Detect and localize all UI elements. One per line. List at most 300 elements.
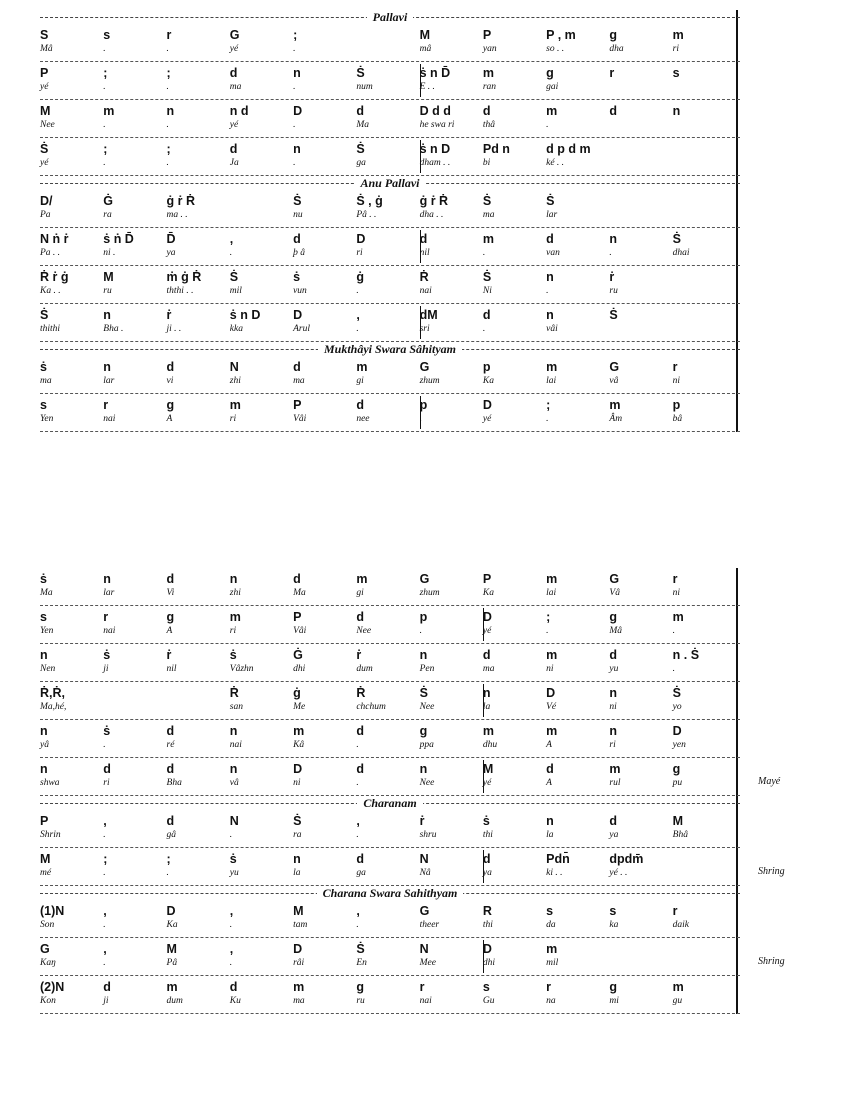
- swara-note: m: [103, 104, 115, 118]
- sahitya-syllable: yé: [482, 414, 492, 424]
- sahitya-syllable: san: [229, 702, 243, 712]
- swara-note: n: [672, 104, 681, 118]
- sahitya-line: [40, 375, 736, 387]
- sahitya-syllable: E . .: [419, 82, 435, 92]
- swara-note: G: [40, 942, 50, 956]
- sahitya-syllable: Pâ . .: [356, 210, 377, 220]
- swara-note: ,: [229, 232, 234, 246]
- sahitya-syllable: ri: [356, 248, 363, 258]
- sahitya-syllable: yan: [482, 44, 497, 54]
- sahitya-syllable: dhi: [482, 958, 495, 968]
- swara-line: [40, 398, 736, 412]
- sahitya-syllable: .: [482, 248, 486, 258]
- swara-note: n: [103, 308, 111, 322]
- sahitya-syllable: [609, 81, 672, 93]
- sahitya-syllable: A: [546, 740, 552, 750]
- notation-line: [40, 568, 740, 606]
- swara-note: m: [546, 724, 558, 738]
- swara-note: M: [672, 814, 684, 828]
- sahitya-syllable: vun: [293, 286, 307, 296]
- swara-note: n: [293, 852, 301, 866]
- swara-note: ṡ n D̄: [419, 66, 451, 80]
- swara-note: n: [229, 572, 238, 586]
- sahitya-syllable: yâ: [40, 740, 49, 750]
- swara-note: P: [482, 28, 492, 42]
- sahitya-syllable: dhu: [482, 740, 498, 750]
- swara-note: Ṡ: [293, 814, 302, 828]
- swara-note: s: [482, 980, 490, 994]
- sahitya-syllable: Vâzhn: [229, 664, 254, 674]
- swara-note: d: [609, 648, 618, 662]
- sahitya-syllable: [673, 209, 736, 221]
- sahitya-syllable: ri: [229, 626, 237, 636]
- sahitya-syllable: yé: [40, 82, 49, 92]
- sahitya-syllable: .: [103, 958, 106, 968]
- swara-note: ,: [356, 814, 360, 828]
- sahitya-syllable: thâ: [482, 120, 495, 130]
- swara-note: d: [229, 142, 238, 156]
- swara-line: [40, 28, 736, 42]
- sahitya-syllable: lar: [546, 210, 558, 220]
- sahitya-syllable: Arul: [293, 324, 310, 334]
- swara-note: ġ: [293, 686, 301, 700]
- swara-note: ṙ: [166, 308, 172, 322]
- sahitya-syllable: shru: [419, 830, 437, 840]
- swara-note: ,: [103, 814, 107, 828]
- sahitya-syllable: .: [356, 740, 359, 750]
- section-title-wrap: [40, 176, 740, 190]
- swara-note: m: [546, 648, 558, 662]
- sahitya-syllable: ma: [229, 82, 242, 92]
- sahitya-syllable: ya: [482, 868, 492, 878]
- sahitya-line: [40, 285, 736, 297]
- swara-note: m: [546, 360, 558, 374]
- sahitya-syllable: dha . .: [419, 210, 444, 220]
- swara-note: [673, 142, 736, 156]
- sahitya-syllable: na: [546, 996, 556, 1006]
- sahitya-syllable: Pâ: [166, 958, 178, 968]
- notation-line: [40, 304, 740, 342]
- section-title-wrap: [40, 342, 740, 356]
- sahitya-syllable: yu: [609, 664, 619, 674]
- swara-note: ṡ: [40, 360, 47, 374]
- sahitya-syllable: Ma: [356, 120, 369, 130]
- swara-note: d: [103, 980, 111, 994]
- notation-line: [40, 266, 740, 304]
- sahitya-line: [40, 919, 736, 931]
- sahitya-syllable: gu: [672, 996, 683, 1006]
- swara-note: d: [546, 232, 554, 246]
- swara-note: [673, 194, 736, 208]
- swara-note: n: [40, 724, 48, 738]
- notation-line: [40, 758, 781, 796]
- swara-note: N ṅ ṙ: [40, 232, 69, 246]
- sahitya-syllable: van: [546, 248, 560, 258]
- sahitya-syllable: Ma: [293, 588, 306, 598]
- sahitya-syllable: mil: [546, 958, 559, 968]
- sahitya-syllable: Me: [293, 702, 306, 712]
- sahitya-syllable: Kon: [40, 996, 56, 1006]
- swara-note: ṙ: [166, 648, 172, 662]
- sahitya-syllable: la: [482, 702, 491, 712]
- sahitya-syllable: .: [229, 248, 233, 258]
- swara-line: [40, 762, 736, 776]
- sahitya-line: [40, 413, 736, 425]
- swara-note: ṡ: [293, 270, 301, 284]
- swara-note: g: [166, 398, 175, 412]
- sahitya-line: [40, 739, 736, 751]
- sahitya-syllable: .: [166, 158, 169, 168]
- margin-note: Shring: [758, 956, 785, 967]
- swara-note: d: [103, 762, 111, 776]
- sahitya-syllable: ré: [166, 740, 175, 750]
- swara-note: N: [419, 942, 429, 956]
- swara-note: P , m: [546, 28, 576, 42]
- swara-note: r: [672, 360, 678, 374]
- swara-note: g: [419, 724, 428, 738]
- tala-bar-line: [483, 850, 484, 883]
- swara-note: d: [482, 308, 491, 322]
- swara-note: ġ: [356, 270, 364, 284]
- sahitya-syllable: gâ: [166, 830, 177, 840]
- sahitya-syllable: A: [546, 778, 552, 788]
- notation-line: [40, 356, 740, 394]
- sahitya-syllable: ma . .: [166, 210, 188, 220]
- sahitya-syllable: num: [356, 82, 373, 92]
- tala-bar-line: [420, 396, 421, 429]
- sahitya-line: [40, 587, 736, 599]
- swara-note: g: [166, 610, 175, 624]
- notation-line: [40, 24, 740, 62]
- tala-bar-line: [483, 684, 484, 717]
- swara-note: p: [419, 398, 428, 412]
- sahitya-syllable: thithi: [40, 324, 61, 334]
- sahitya-syllable: ni: [546, 664, 554, 674]
- sahitya-syllable: yen: [672, 740, 686, 750]
- swara-note: s: [609, 904, 617, 918]
- sahitya-syllable: Ka . .: [40, 286, 61, 296]
- swara-note: g: [609, 28, 618, 42]
- sahitya-syllable: he swa ri: [419, 120, 455, 130]
- swara-line: [40, 572, 736, 586]
- swara-note: r: [609, 66, 615, 80]
- sahitya-syllable: ni .: [103, 248, 116, 258]
- swara-note: D d d: [419, 104, 451, 118]
- swara-note: d: [419, 232, 428, 246]
- sahitya-syllable: ga: [356, 158, 366, 168]
- sahitya-syllable: ki . .: [546, 868, 563, 878]
- sahitya-syllable: Vé: [546, 702, 557, 712]
- sahitya-syllable: Shrin: [40, 830, 61, 840]
- swara-line: [40, 904, 736, 918]
- sahitya-syllable: A: [166, 626, 173, 636]
- swara-note: ;: [166, 852, 171, 866]
- sahitya-syllable: .: [672, 664, 676, 674]
- swara-line: [40, 610, 736, 624]
- swara-note: n: [419, 648, 428, 662]
- tala-bar-line: [420, 306, 421, 339]
- swara-note: d: [356, 398, 364, 412]
- sahitya-syllable: mâ: [419, 44, 432, 54]
- swara-note: [673, 270, 736, 284]
- sahitya-syllable: Nee: [419, 778, 435, 788]
- notation-line: [40, 848, 785, 886]
- swara-note: D: [166, 904, 176, 918]
- swara-note: m: [482, 232, 494, 246]
- swara-note: M: [482, 762, 494, 776]
- swara-note: Ṡ: [609, 308, 618, 322]
- sahitya-syllable: ri: [609, 740, 616, 750]
- swara-note: n: [166, 104, 175, 118]
- section-title: Pallavi: [367, 10, 414, 24]
- sahitya-syllable: .: [103, 44, 106, 54]
- swara-note: g: [546, 66, 554, 80]
- sahitya-syllable: [673, 285, 736, 297]
- sahitya-line: [40, 625, 736, 637]
- sahitya-syllable: mé: [40, 868, 52, 878]
- sahitya-syllable: Ka: [166, 920, 178, 930]
- sahitya-syllable: Pa: [40, 210, 51, 220]
- swara-note: P: [40, 814, 49, 828]
- sahitya-syllable: daik: [672, 920, 690, 930]
- sahitya-syllable: shwa: [40, 778, 60, 788]
- swara-note: m: [546, 572, 558, 586]
- swara-note: m: [672, 610, 684, 624]
- swara-note: d: [356, 104, 364, 118]
- sahitya-syllable: [167, 701, 230, 713]
- sahitya-syllable: [673, 323, 736, 335]
- swara-note: r: [419, 980, 425, 994]
- section-heading: [40, 886, 740, 900]
- sahitya-syllable: Ka: [482, 376, 494, 386]
- swara-note: ṡ: [482, 814, 490, 828]
- notation-line: [40, 900, 740, 938]
- sahitya-syllable: yé: [229, 44, 239, 54]
- swara-note: D: [482, 610, 492, 624]
- swara-note: D/: [40, 194, 53, 208]
- swara-note: r: [546, 980, 551, 994]
- sahitya-syllable: Yen: [40, 414, 54, 424]
- sahitya-syllable: pu: [672, 778, 683, 788]
- swara-note: D: [293, 104, 303, 118]
- section-heading: [40, 176, 740, 190]
- sahitya-syllable: .: [419, 414, 422, 424]
- sahitya-syllable: Mâ: [40, 44, 53, 54]
- sahitya-syllable: ké . .: [546, 158, 565, 168]
- swara-note: m: [166, 980, 178, 994]
- swara-note: m: [293, 980, 305, 994]
- sahitya-syllable: Gu: [482, 996, 495, 1006]
- sahitya-syllable: .: [482, 324, 486, 334]
- sahitya-line: [40, 157, 736, 169]
- tala-bar-line: [420, 140, 421, 173]
- swara-note: d: [293, 572, 301, 586]
- swara-line: [40, 142, 736, 156]
- swara-note: ṙ: [609, 270, 615, 284]
- swara-note: d: [482, 852, 491, 866]
- swara-note: [673, 308, 736, 322]
- swara-note: r: [166, 28, 172, 42]
- swara-note: D: [672, 724, 682, 738]
- sahitya-syllable: nai: [419, 996, 432, 1006]
- sahitya-syllable: so . .: [546, 44, 565, 54]
- swara-note: p: [482, 360, 491, 374]
- swara-note: M: [293, 904, 304, 918]
- swara-note: D: [482, 398, 492, 412]
- sahitya-syllable: thi: [482, 920, 493, 930]
- swara-note: ,: [356, 308, 360, 322]
- swara-line: [40, 852, 736, 866]
- swara-note: p: [419, 610, 428, 624]
- sahitya-syllable: dum: [356, 664, 373, 674]
- swara-note: n: [293, 66, 301, 80]
- swara-note: ;: [166, 142, 171, 156]
- sahitya-syllable: Ma: [40, 588, 53, 598]
- swara-line: [40, 194, 736, 208]
- swara-note: G: [419, 360, 430, 374]
- sahitya-syllable: Ka: [482, 588, 494, 598]
- swara-note: m: [293, 724, 305, 738]
- sahitya-syllable: ma: [482, 210, 495, 220]
- swara-note: M: [166, 942, 177, 956]
- swara-note: r: [672, 572, 678, 586]
- swara-note: ṡ: [40, 572, 47, 586]
- swara-note: ṡ: [103, 648, 111, 662]
- swara-note: [103, 686, 166, 700]
- swara-note: n: [546, 814, 554, 828]
- swara-note: D: [293, 308, 303, 322]
- swara-note: [356, 28, 419, 42]
- swara-line: [40, 648, 736, 662]
- swara-note: M: [40, 852, 51, 866]
- sahitya-syllable: ra: [103, 210, 112, 220]
- sahitya-syllable: .: [103, 868, 106, 878]
- swara-note: dM: [419, 308, 438, 322]
- sahitya-syllable: Pen: [419, 664, 435, 674]
- sahitya-syllable: En: [356, 958, 367, 968]
- swara-note: g: [609, 980, 618, 994]
- swara-note: P: [293, 610, 302, 624]
- swara-note: d: [166, 572, 175, 586]
- sahitya-syllable: ji: [103, 996, 109, 1006]
- swara-note: d: [356, 610, 364, 624]
- bottom-notation-block: [40, 568, 785, 1014]
- sahitya-syllable: [673, 957, 736, 969]
- swara-note: Ṡ: [419, 686, 428, 700]
- swara-line: [40, 724, 736, 738]
- sahitya-syllable: ru: [356, 996, 365, 1006]
- sahitya-syllable: .: [229, 958, 233, 968]
- sahitya-syllable: .: [546, 414, 549, 424]
- swara-note: N: [229, 360, 239, 374]
- sahitya-line: [40, 209, 736, 221]
- sahitya-line: [40, 119, 736, 131]
- swara-note: m: [482, 724, 494, 738]
- sahitya-syllable: dham . .: [419, 158, 451, 168]
- swara-note: r: [672, 904, 678, 918]
- swara-note: ;: [293, 28, 298, 42]
- swara-note: r: [103, 398, 109, 412]
- sahitya-syllable: [673, 81, 736, 93]
- sahitya-syllable: chchum: [356, 702, 386, 712]
- swara-note: p: [672, 398, 681, 412]
- swara-note: Ṙ: [229, 686, 239, 700]
- sahitya-syllable: ni: [609, 702, 617, 712]
- swara-note: Ṙ,Ṙ,: [40, 686, 65, 700]
- swara-note: D: [546, 686, 556, 700]
- sahitya-syllable: la: [546, 830, 554, 840]
- sahitya-syllable: yé: [482, 778, 492, 788]
- sahitya-syllable: .: [103, 830, 106, 840]
- sahitya-syllable: la: [293, 868, 301, 878]
- sahitya-syllable: mi: [609, 996, 619, 1006]
- sahitya-syllable: .: [166, 44, 169, 54]
- swara-note: D: [356, 232, 366, 246]
- swara-note: ,: [229, 904, 234, 918]
- sahitya-syllable: .: [609, 248, 612, 258]
- swara-note: ġ ṙ Ṙ: [166, 194, 196, 208]
- sahitya-syllable: dhi: [293, 664, 306, 674]
- swara-note: Ṡ: [229, 270, 239, 284]
- swara-note: dpdm̄: [609, 852, 644, 866]
- swara-note: ṙ: [356, 648, 362, 662]
- sahitya-syllable: vâ: [229, 778, 239, 788]
- sahitya-syllable: [103, 701, 166, 713]
- swara-note: r: [103, 610, 109, 624]
- swara-note: ṡ: [229, 852, 237, 866]
- notation-line: [40, 190, 740, 228]
- swara-note: ,: [103, 942, 107, 956]
- notation-line: [40, 720, 740, 758]
- sahitya-syllable: Ni: [482, 286, 492, 296]
- sahitya-line: [40, 867, 736, 879]
- swara-note: d: [229, 66, 238, 80]
- section-title: Charana Swara Sahithyam: [317, 886, 464, 900]
- sahitya-syllable: Âm: [609, 414, 623, 424]
- sahitya-syllable: mil: [229, 286, 242, 296]
- sahitya-syllable: .: [293, 158, 296, 168]
- sahitya-syllable: zhum: [419, 376, 440, 386]
- section-heading: [40, 796, 740, 810]
- sahitya-syllable: ji . .: [166, 324, 182, 334]
- swara-note: M: [103, 270, 114, 284]
- sahitya-syllable: nil: [166, 664, 177, 674]
- sahitya-syllable: Ja: [229, 158, 239, 168]
- swara-note: m: [546, 104, 558, 118]
- sahitya-syllable: yu: [229, 868, 239, 878]
- sahitya-syllable: .: [103, 82, 106, 92]
- tala-bar-line: [420, 64, 421, 97]
- notation-line: [40, 138, 740, 176]
- sahitya-syllable: Ma,hé,: [40, 702, 67, 712]
- sahitya-syllable: yé: [40, 158, 49, 168]
- swara-note: Ṡ: [482, 194, 492, 208]
- sahitya-syllable: Nee: [419, 702, 435, 712]
- swara-line: [40, 308, 736, 322]
- swara-note: s: [672, 66, 680, 80]
- swara-note: Ṡ: [356, 66, 365, 80]
- sahitya-syllable: sri: [419, 324, 430, 334]
- swara-note: Ṙ: [419, 270, 429, 284]
- swara-note: d: [166, 762, 175, 776]
- sahitya-syllable: .: [356, 830, 359, 840]
- sahitya-syllable: Nee: [40, 120, 55, 130]
- sahitya-syllable: nai: [229, 740, 242, 750]
- swara-note: ṡ: [103, 724, 111, 738]
- sahitya-syllable: .: [672, 626, 676, 636]
- section-title-wrap: [40, 886, 740, 900]
- sahitya-syllable: râi: [293, 958, 305, 968]
